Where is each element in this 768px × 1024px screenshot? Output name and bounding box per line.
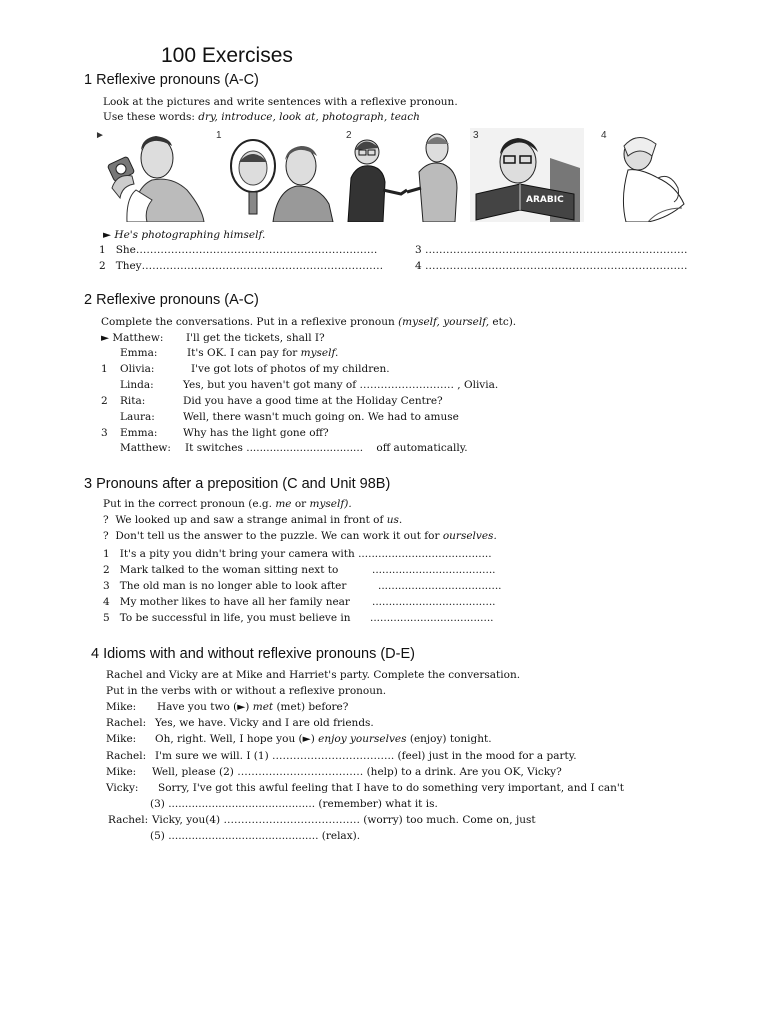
- picture-2-two-men-handshake: [343, 128, 465, 222]
- dialogue-1-speaker-b: Linda:: [120, 379, 154, 391]
- section-3-example-1: ? We looked up and saw a strange animal in front of us.: [103, 514, 403, 526]
- reading-illustration: [470, 128, 584, 222]
- dialogue-2-line-b: Well, there wasn't much going on. We had to amuse: [183, 411, 459, 423]
- exercise-3-blank-2: .....................................: [372, 564, 496, 576]
- exercise-3-blank-3: .....................................: [378, 580, 502, 592]
- conversation-speaker: Rachel:: [106, 717, 147, 729]
- dialogue-1-speaker-a: Olivia:: [120, 363, 155, 375]
- picture-label: 2: [346, 130, 352, 141]
- dialogue-example-speaker: ► Matthew:: [101, 332, 164, 344]
- exercise-3-item-2: 2 Mark talked to the woman sitting next to: [103, 564, 339, 576]
- dialogue-2-number: 2: [101, 395, 108, 407]
- dialogue-example-line: I'll get the tickets, shall I?: [186, 332, 325, 344]
- conversation-speaker: Vicky:: [106, 782, 139, 794]
- dialogue-3-speaker-b: Matthew:: [120, 442, 171, 454]
- section-1-words: Use these words: dry, introduce, look at, photograph, teach: [103, 111, 420, 123]
- conversation-line-3: Oh, right. Well, I hope you (►) enjoy yourselves (enjoy) tonight.: [155, 733, 492, 745]
- dialogue-2-line-a: Did you have a good time at the Holiday Centre?: [183, 395, 443, 407]
- section-3-heading: 3 Pronouns after a preposition (C and Unit 98B): [84, 476, 391, 492]
- picture-4-woman-drying-herself: [598, 128, 710, 222]
- page-title: 100 Exercises: [161, 44, 293, 67]
- dialogue-3-line-a: Why has the light gone off?: [183, 427, 329, 439]
- picture-1-man-mirror: [213, 128, 337, 222]
- conversation-line-8: Vicky, you(4) ………………………………… (worry) too much. Come on, just: [152, 814, 536, 826]
- conversation-line-6: Sorry, I've got this awful feeling that I have to do something very important, and I can't: [158, 782, 625, 794]
- picture-label: 3: [473, 130, 479, 141]
- dialogue-3-speaker-a: Emma:: [120, 427, 158, 439]
- exercise-3-item-5: 5 To be successful in life, you must believe in: [103, 612, 351, 624]
- section-2-instruction: Complete the conversations. Put in a reflexive pronoun (myself, yourself, etc).: [101, 316, 517, 328]
- conversation-line-1: Have you two (►) met (met) before?: [157, 701, 349, 713]
- exercise-1-item-2: 2 They……………………………………………………………: [99, 260, 384, 272]
- section-1-instruction: Look at the pictures and write sentences with a reflexive pronoun.: [103, 96, 458, 108]
- handshake-illustration: [343, 128, 465, 222]
- conversation-speaker: Mike:: [106, 701, 137, 713]
- exercise-3-item-1: 1 It's a pity you didn't bring your camera with ........................................: [103, 548, 492, 560]
- section-4-heading: 4 Idioms with and without reflexive pronouns (D-E): [91, 646, 415, 662]
- exercise-3-item-3: 3 The old man is no longer able to look after: [103, 580, 347, 592]
- conversation-speaker: Rachel:: [108, 814, 149, 826]
- section-1-example: ► He's photographing himself.: [103, 229, 266, 241]
- picture-example-man-photographing: [92, 128, 207, 222]
- exercise-3-blank-4: .....................................: [372, 596, 496, 608]
- dialogue-2-speaker-b: Laura:: [120, 411, 155, 423]
- section-3-example-2: ? Don't tell us the answer to the puzzle. We can work it out for ourselves.: [103, 530, 497, 542]
- dialogue-1-line-a: I've got lots of photos of my children.: [191, 363, 390, 375]
- mirror-illustration: [213, 128, 337, 222]
- dialogue-3-number: 3: [101, 427, 108, 439]
- dialogue-3-line-b: It switches ................................... off automatically.: [185, 442, 468, 454]
- section-3-instruction: Put in the correct pronoun (e.g. me or myself).: [103, 498, 352, 510]
- drying-illustration: [598, 128, 710, 222]
- picture-3-man-reading-arabic-book: [470, 128, 584, 222]
- dialogue-example-reply-speaker: Emma:: [120, 347, 158, 359]
- conversation-line-9: (5) ............................................. (relax).: [150, 830, 361, 842]
- exercise-1-item-3: 3 …………………………………………………………………: [415, 244, 688, 256]
- dialogue-example-reply: It's OK. I can pay for myself.: [187, 347, 339, 359]
- picture-label: 4: [601, 130, 607, 141]
- section-1-heading: 1 Reflexive pronouns (A-C): [84, 72, 259, 88]
- dialogue-1-line-b: Yes, but you haven't got many of ……………………… , Olivia.: [183, 379, 499, 391]
- conversation-speaker: Mike:: [106, 733, 137, 745]
- section-4-instruction-1: Rachel and Vicky are at Mike and Harriet's party. Complete the conversation.: [106, 669, 521, 681]
- picture-label: ►: [95, 130, 105, 141]
- picture-label: 1: [216, 130, 222, 141]
- photographing-illustration: [92, 128, 207, 222]
- conversation-line-4: I'm sure we will. I (1) …………………………….. (feel) just in the mood for a party.: [155, 750, 577, 762]
- book-title: ARABIC: [526, 195, 564, 205]
- conversation-line-5: Well, please (2) ……………………………… (help) to a drink. Are you OK, Vicky?: [152, 766, 562, 778]
- exercise-1-item-4: 4 …………………………………………………………………: [415, 260, 688, 272]
- section-4-instruction-2: Put in the verbs with or without a reflexive pronoun.: [106, 685, 387, 697]
- conversation-speaker: Rachel:: [106, 750, 147, 762]
- exercise-1-item-1: 1 She……………………………………………………………: [99, 244, 378, 256]
- conversation-line-7: (3) ............................................ (remember) what it is.: [150, 798, 438, 810]
- dialogue-1-number: 1: [101, 363, 108, 375]
- conversation-line-2: Yes, we have. Vicky and I are old friends.: [155, 717, 374, 729]
- exercise-3-blank-5: .....................................: [370, 612, 494, 624]
- dialogue-2-speaker-a: Rita:: [120, 395, 146, 407]
- exercise-3-item-4: 4 My mother likes to have all her family near: [103, 596, 350, 608]
- conversation-speaker: Mike:: [106, 766, 137, 778]
- section-2-heading: 2 Reflexive pronouns (A-C): [84, 292, 259, 308]
